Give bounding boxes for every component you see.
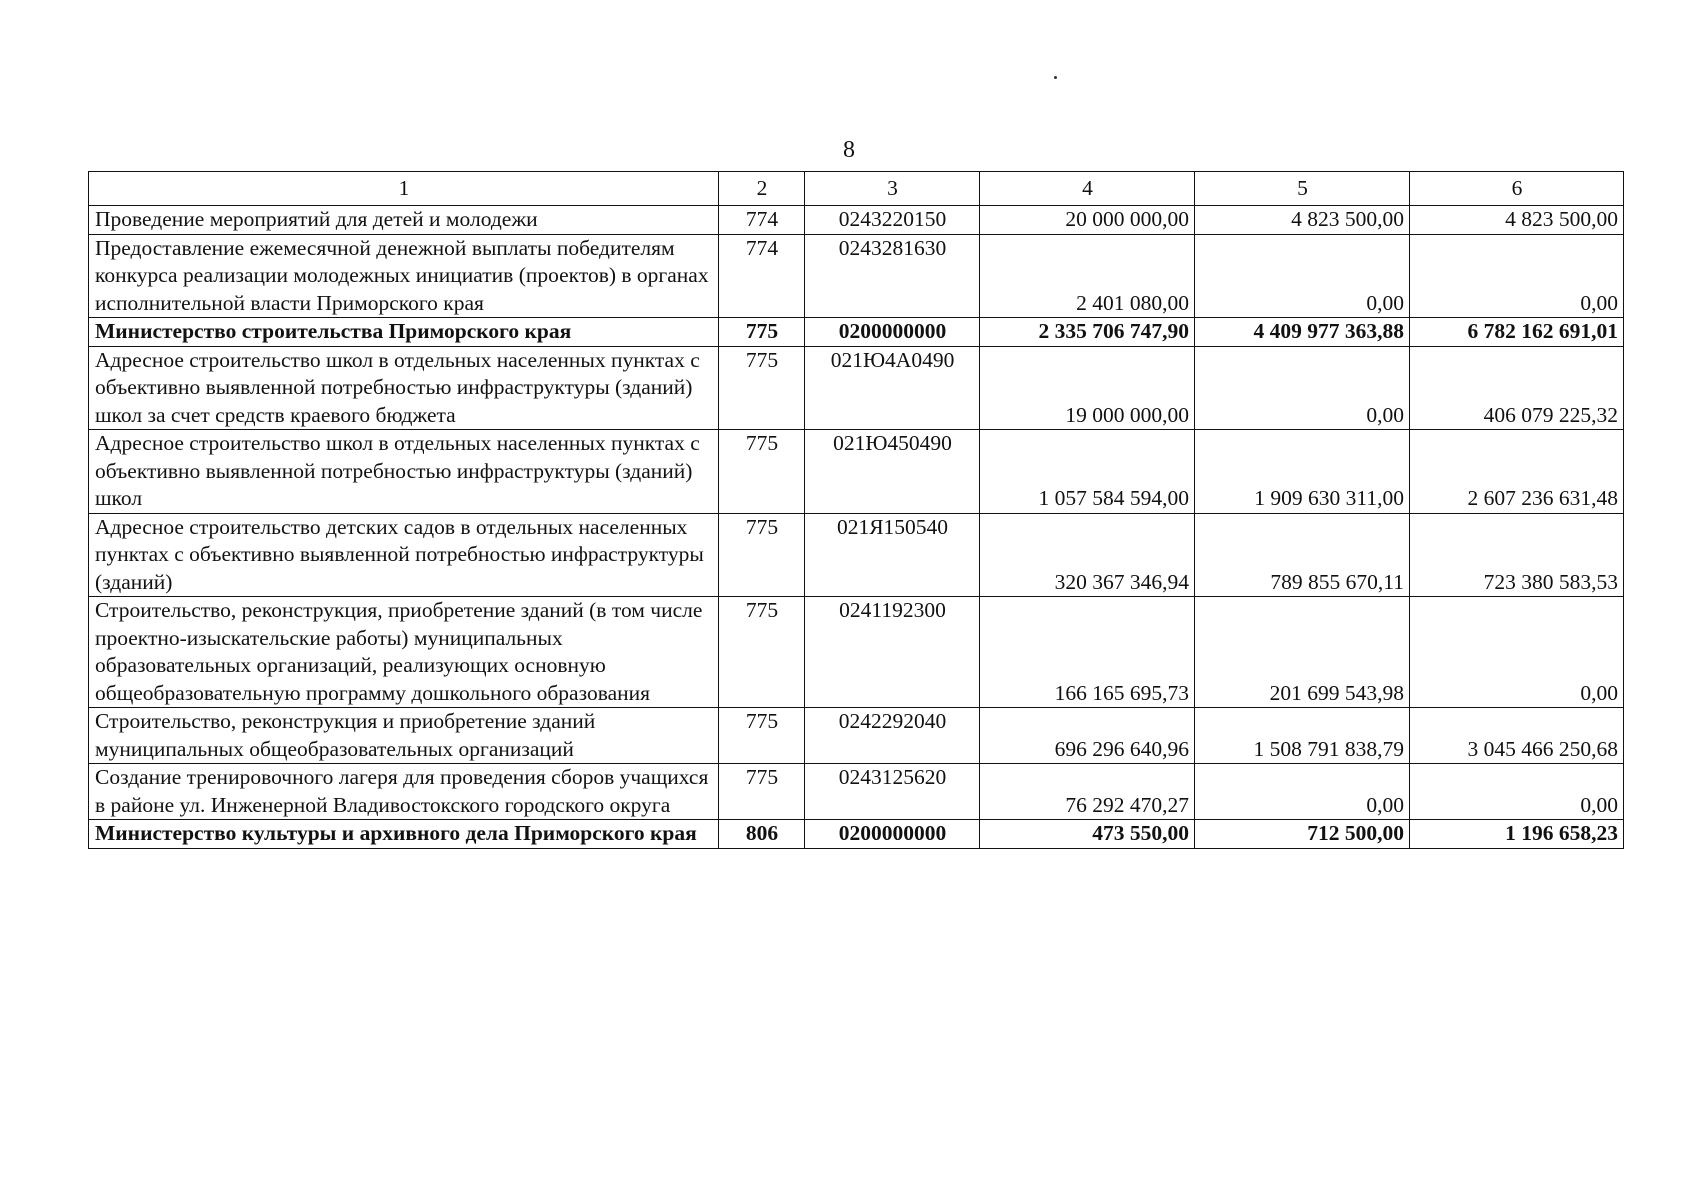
row-amount-col5-cell: 712 500,00 (1195, 820, 1410, 849)
row-name-cell: Министерство культуры и архивного дела Приморского края (89, 820, 719, 849)
row-amount-col5-cell: 0,00 (1195, 764, 1410, 820)
row-grbs-code-cell: 775 (719, 764, 805, 820)
row-name-cell: Адресное строительство школ в отдельных населенных пунктах с объективно выявленной потребностью инфраструктуры (зданий) школ (89, 430, 719, 514)
table-row-ministry-total (89, 318, 1624, 347)
row-amount-col5-cell: 1 909 630 311,00 (1195, 430, 1410, 514)
row-csr-code-cell: 021Ю450490 (805, 430, 980, 514)
table-row (89, 346, 1624, 430)
table-row (89, 597, 1624, 708)
row-csr-code-cell: 0200000000 (805, 318, 980, 347)
row-grbs-code-cell: 774 (719, 234, 805, 318)
row-csr-code-cell: 0243281630 (805, 234, 980, 318)
table-row (89, 764, 1624, 820)
row-amount-col6-cell: 2 607 236 631,48 (1410, 430, 1624, 514)
column-header: 3 (805, 172, 980, 206)
row-name-cell: Строительство, реконструкция и приобретение зданий муниципальных общеобразовательных организаций (89, 708, 719, 764)
row-name-cell: Строительство, реконструкция, приобретение зданий (в том числе проектно-изыскательские работы) муниципальных образовательных организаций, реализующих основную общеобразовательную программу дошкольного образования (89, 597, 719, 708)
table-header-row (89, 172, 1624, 206)
row-csr-code-cell: 0241192300 (805, 597, 980, 708)
row-amount-col6-cell: 723 380 583,53 (1410, 513, 1624, 597)
row-amount-col5-cell: 789 855 670,11 (1195, 513, 1410, 597)
row-amount-col4-cell: 1 057 584 594,00 (980, 430, 1195, 514)
row-amount-col6-cell: 0,00 (1410, 234, 1624, 318)
row-amount-col6-cell: 4 823 500,00 (1410, 206, 1624, 235)
row-csr-code-cell: 0200000000 (805, 820, 980, 849)
row-grbs-code-cell: 775 (719, 346, 805, 430)
row-amount-col4-cell: 20 000 000,00 (980, 206, 1195, 235)
page-number: 8 (843, 137, 855, 163)
row-name-cell: Создание тренировочного лагеря для проведения сборов учащихся в районе ул. Инженерной Владивостокского городского округа (89, 764, 719, 820)
row-amount-col6-cell: 6 782 162 691,01 (1410, 318, 1624, 347)
row-csr-code-cell: 021Ю4А0490 (805, 346, 980, 430)
scan-speck (1054, 76, 1057, 79)
column-header: 2 (719, 172, 805, 206)
row-csr-code-cell: 0243125620 (805, 764, 980, 820)
row-grbs-code-cell: 775 (719, 597, 805, 708)
row-amount-col4-cell: 2 401 080,00 (980, 234, 1195, 318)
row-amount-col5-cell: 4 409 977 363,88 (1195, 318, 1410, 347)
row-grbs-code-cell: 774 (719, 206, 805, 235)
row-name-cell: Проведение мероприятий для детей и молодежи (89, 206, 719, 235)
table-row (89, 513, 1624, 597)
row-name-cell: Адресное строительство школ в отдельных населенных пунктах с объективно выявленной потребностью инфраструктуры (зданий) школ за счет средств краевого бюджета (89, 346, 719, 430)
row-amount-col6-cell: 1 196 658,23 (1410, 820, 1624, 849)
row-name-cell: Адресное строительство детских садов в отдельных населенных пунктах с объективно выявленной потребностью инфраструктуры (зданий) (89, 513, 719, 597)
row-grbs-code-cell: 775 (719, 318, 805, 347)
row-amount-col5-cell: 201 699 543,98 (1195, 597, 1410, 708)
row-amount-col4-cell: 166 165 695,73 (980, 597, 1195, 708)
table-body (89, 206, 1624, 849)
row-amount-col4-cell: 2 335 706 747,90 (980, 318, 1195, 347)
table-row (89, 234, 1624, 318)
row-amount-col6-cell: 0,00 (1410, 764, 1624, 820)
row-amount-col4-cell: 19 000 000,00 (980, 346, 1195, 430)
table-row-ministry-total (89, 820, 1624, 849)
row-name-cell: Предоставление ежемесячной денежной выплаты победителям конкурса реализации молодежных инициатив (проектов) в органах исполнительной власти Приморского края (89, 234, 719, 318)
row-csr-code-cell: 021Я150540 (805, 513, 980, 597)
row-amount-col4-cell: 473 550,00 (980, 820, 1195, 849)
row-csr-code-cell: 0243220150 (805, 206, 980, 235)
column-header: 5 (1195, 172, 1410, 206)
table-row (89, 430, 1624, 514)
row-amount-col5-cell: 4 823 500,00 (1195, 206, 1410, 235)
table-row (89, 708, 1624, 764)
column-header: 4 (980, 172, 1195, 206)
row-amount-col5-cell: 0,00 (1195, 346, 1410, 430)
row-amount-col5-cell: 1 508 791 838,79 (1195, 708, 1410, 764)
row-grbs-code-cell: 775 (719, 708, 805, 764)
row-amount-col4-cell: 76 292 470,27 (980, 764, 1195, 820)
row-grbs-code-cell: 775 (719, 430, 805, 514)
budget-table (88, 171, 1624, 849)
row-csr-code-cell: 0242292040 (805, 708, 980, 764)
row-amount-col6-cell: 406 079 225,32 (1410, 346, 1624, 430)
table-row (89, 206, 1624, 235)
row-amount-col6-cell: 3 045 466 250,68 (1410, 708, 1624, 764)
column-header: 1 (89, 172, 719, 206)
row-grbs-code-cell: 775 (719, 513, 805, 597)
row-name-cell: Министерство строительства Приморского края (89, 318, 719, 347)
row-amount-col5-cell: 0,00 (1195, 234, 1410, 318)
row-grbs-code-cell: 806 (719, 820, 805, 849)
row-amount-col4-cell: 320 367 346,94 (980, 513, 1195, 597)
column-header: 6 (1410, 172, 1624, 206)
row-amount-col4-cell: 696 296 640,96 (980, 708, 1195, 764)
row-amount-col6-cell: 0,00 (1410, 597, 1624, 708)
